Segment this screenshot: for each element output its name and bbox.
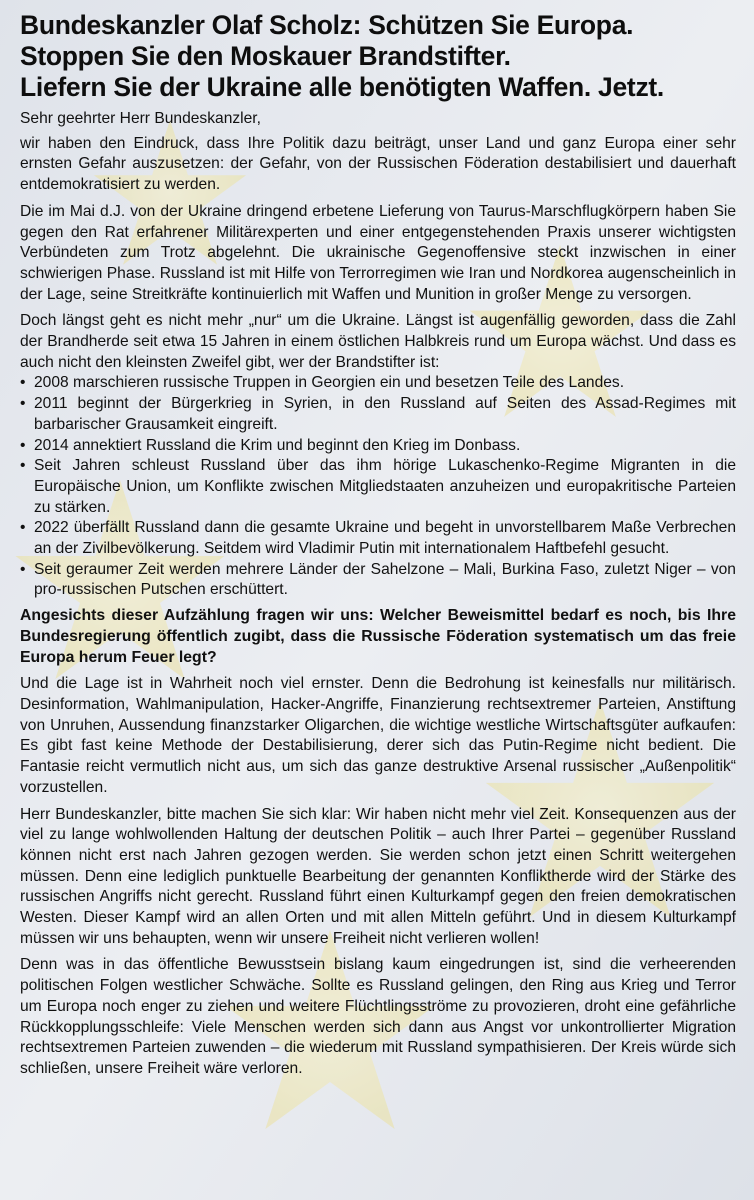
question-paragraph: Angesichts dieser Aufzählung fragen wir uns: Welcher Beweismittel bedarf es noch, bis Ihre Bundesregierung öffentlich zugibt, dass die Russische Föderation systematisch um das freie Europa herum Feuer legt?	[20, 607, 736, 666]
list-item	[20, 518, 736, 559]
headline	[20, 10, 736, 103]
list-item-text: 2008 marschieren russische Truppen in Georgien ein und besetzen Teile des Landes.	[34, 374, 625, 392]
list-item-text: Seit geraumer Zeit werden mehrere Länder der Sahelzone – Mali, Burkina Faso, zuletzt Niger – von pro-russischen Putschen erschüttert.	[34, 560, 736, 599]
paragraph: Und die Lage ist in Wahrheit noch viel ernster. Denn die Bedrohung ist keinesfalls nur militärisch. Desinformation, Wahlmanipulation, Hacker-Angriffe, Finanzierung rechtsextremer Parteien, Anstiftung von Unruhen, Aussendung finanzstarker Oligarchen, die wichtige westliche Wirtschaftsgüter aufkaufen: Es gibt fast keine Methode der Destabilisierung, derer sich das Putin-Regime nicht bedient. Die Fantasie reicht vermutlich nicht aus, um sich das ganze destruktive Arsenal russischer „Außenpolitik“ vorzustellen.	[20, 675, 736, 796]
paragraph: Die im Mai d.J. von der Ukraine dringend erbetene Lieferung von Taurus-Marschflugkörpern haben Sie gegen den Rat erfahrener Militärexperten und einer entgegenstehenden Praxis unserer wichtigsten Verbündeten zum Trotz abgelehnt. Die ukrainische Gegenoffensive steckt inzwischen in einer schwierigen Phase. Russland ist mit Hilfe von Terrorregimen wie Iran und Nordkorea augenscheinlich in der Lage, seine Streitkräfte kontinuierlich mit Waffen und Munition in großer Menge zu versorgen.	[20, 202, 736, 303]
list-item-text: 2014 annektiert Russland die Krim und beginnt den Krieg im Donbass.	[34, 436, 521, 454]
list-item	[20, 373, 736, 394]
bullet-icon: •	[20, 560, 26, 578]
list-item-text: 2022 überfällt Russland dann die gesamte Ukraine und begeht in unvorstellbarem Maße Verbrechen an der Zivilbevölkerung. Seitdem wird Vladimir Putin mit internationalem Haftbefehl gesucht.	[34, 519, 736, 558]
bullet-icon: •	[20, 374, 26, 392]
paragraph: wir haben den Eindruck, dass Ihre Politik dazu beiträgt, unser Land und ganz Europa einer sehr ernsten Gefahr auszusetzen: der Gefahr, von der Russischen Föderation destabilisiert und dauerhaft entdemokratisiert zu werden.	[20, 134, 736, 194]
bullet-icon: •	[20, 395, 26, 413]
event-list	[20, 373, 736, 601]
headline-line: Bundeskanzler Olaf Scholz: Schützen Sie Europa.	[20, 10, 634, 40]
list-item	[20, 560, 736, 601]
list-item	[20, 436, 736, 457]
paragraph: Herr Bundeskanzler, bitte machen Sie sich klar: Wir haben nicht mehr viel Zeit. Konsequenzen aus der viel zu lange wohlwollenden Haltung der deutschen Politik – auch Ihrer Partei – gegenüber Russland können nicht erst nach Jahren gezogen werden. Sie werden schon jetzt einen Schritt weitergehen müssen. Denn eine lediglich punktuelle Bearbeitung der genannten Konfliktherde wird der Stärke des russischen Angriffs nicht gerecht. Russland führt einen Kulturkampf gegen den freien demokratischen Westen. Dieser Kampf wird an allen Orten und mit allen Mitteln geführt. Und in diesem Kulturkampf müssen wir uns behaupten, wenn wir unsere Freiheit nicht verlieren wollen!	[20, 805, 736, 947]
list-item-text: 2011 beginnt der Bürgerkrieg in Syrien, in den Russland auf Seiten des Assad-Regimes mit barbarischer Grausamkeit eingreift.	[34, 395, 736, 433]
bullet-icon: •	[20, 457, 26, 475]
list-item-text: Seit Jahren schleust Russland über das ihm hörige Lukaschenko-Regime Migranten in die Europäische Union, um Konflikte zwischen Mitgliedstaaten anzuheizen und europakritische Parteien zu stärken.	[34, 457, 736, 516]
list-item	[20, 394, 736, 435]
paragraph: Denn was in das öffentliche Bewusstsein bislang kaum eingedrungen ist, sind die verheerenden politischen Folgen westlicher Schwäche. Sollte es Russland gelingen, den Ring aus Krieg und Terror um Europa noch enger zu ziehen und weitere Flüchtlingsströme zu provozieren, droht eine gefährliche Rückkopplungsschleife: Viele Menschen werden sich dann aus Angst vor unkontrollierter Migration rechtsextremen Parteien zuwenden – die wiederum mit Russland sympathisieren. Der Kreis würde sich schließen, unsere Freiheit wäre verloren.	[20, 956, 736, 1077]
bullet-icon: •	[20, 519, 26, 537]
headline-line: Liefern Sie der Ukraine alle benötigten Waffen. Jetzt.	[20, 72, 664, 102]
paragraph: Doch längst geht es nicht mehr „nur“ um die Ukraine. Längst ist augenfällig geworden, dass die Zahl der Brandherde seit etwa 15 Jahren in einem östlichen Halbkreis rund um Europa wächst. Und dass es auch nicht den kleinsten Zweifel gibt, wer der Brandstifter ist:	[20, 312, 736, 371]
bullet-icon: •	[20, 436, 26, 454]
headline-line: Stoppen Sie den Moskauer Brandstifter.	[20, 41, 511, 71]
list-item	[20, 456, 736, 518]
salutation: Sehr geehrter Herr Bundeskanzler,	[20, 110, 261, 127]
